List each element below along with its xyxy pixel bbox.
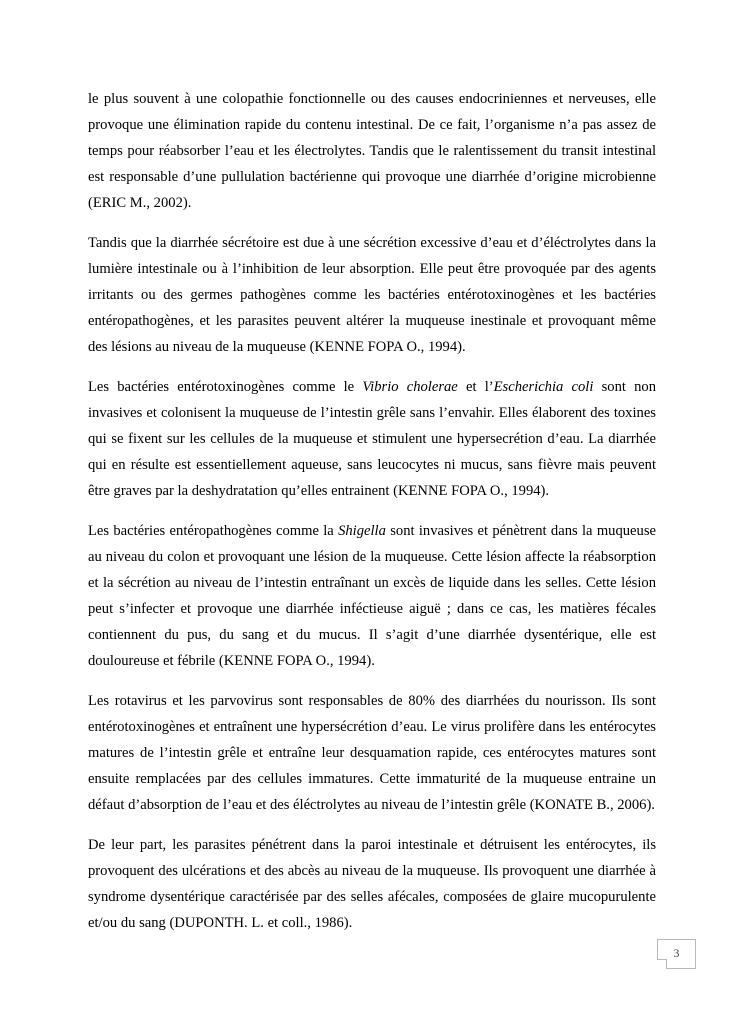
paragraph-1 (88, 86, 656, 216)
paragraph-3 (88, 374, 656, 504)
paragraph-5 (88, 688, 656, 818)
paragraph-1-text: le plus souvent à une colopathie fonctionnelle ou des causes endocriniennes et nerveuses, elle provoque une élimination rapide du contenu intestinal. De ce fait, l’organisme n’a pas assez de temps pour réabsorber l’eau et les électrolytes. Tandis que le ralentissement du transit intestinal est responsable d’une pullulation bactérienne qui provoque une diarrhée d’origine microbienne (ERIC M., 2002). (88, 91, 656, 211)
paragraph-3-text-part-2: et l’ (457, 379, 494, 395)
paragraph-4-text-part-2: sont invasives et pénètrent dans la muqueuse au niveau du colon et provoquant une lésion de la muqueuse. Cette lésion affecte la réabsorption et la sécrétion au niveau de l’intestin entraînant un excès de liquide dans les selles. Cette lésion peut s’infecter et provoque une diarrhée inféctieuse aiguë ; dans ce cas, les matières fécales contiennent du pus, du sang et du mucus. Il s’agit d’une diarrhée dysentérique, elle est douloureuse et fébrile (KENNE FOPA O., 1994). (88, 523, 656, 669)
paragraph-6 (88, 832, 656, 936)
paragraph-3-text-part-3: sont non invasives et colonisent la muqueuse de l’intestin grêle sans l’envahir. Elles élaborent des toxines qui se fixent sur les cellules de la muqueuse et stimulent une hypersecrétion d’eau. La diarrhée qui en résulte est essentiellement aqueuse, sans leucocytes ni mucus, sans fièvre mais peuvent être graves par la deshydratation qu’elles entrainent (KENNE FOPA O., 1994). (88, 379, 656, 499)
paragraph-6-text: De leur part, les parasites pénétrent dans la paroi intestinale et détruisent les entérocytes, ils provoquent des ulcérations et des abcès au niveau de la muqueuse. Ils provoquent une diarrhée à syndrome dysentérique caractérisée par des selles afécales, composées de glaire mucopurulente et/ou du sang (DUPONTH. L. et coll., 1986). (88, 837, 656, 931)
paragraph-3-text-part-1: Les bactéries entérotoxinogènes comme le (88, 379, 363, 395)
page-number-box (657, 939, 696, 969)
page-number: 3 (673, 948, 680, 960)
paragraph-4 (88, 518, 656, 674)
species-name-shigella: Shigella (338, 523, 386, 539)
paragraph-5-text: Les rotavirus et les parvovirus sont responsables de 80% des diarrhées du nourisson. Ils sont entérotoxinogènes et entraînent une hypersécrétion d’eau. Le virus prolifère dans les entérocytes matures de l’intestin grêle et entraîne leur desquamation rapide, ces entérocytes matures sont ensuite remplacées par des cellules immatures. Cette immaturité de la muqueuse entraine un défaut d’absorption de l’eau et des éléctrolytes au niveau de l’intestin grêle (KONATE B., 2006). (88, 693, 656, 813)
paragraph-2 (88, 230, 656, 360)
paragraph-4-text-part-1: Les bactéries entéropathogènes comme la (88, 523, 339, 539)
species-name-escherichia-coli: Escherichia coli (493, 379, 594, 395)
paragraph-2-text: Tandis que la diarrhée sécrétoire est due à une sécrétion excessive d’eau et d’éléctrolytes dans la lumière intestinale ou à l’inhibition de leur absorption. Elle peut être provoquée par des agents irritants ou des germes pathogènes comme les bactéries entérotoxinogènes et les bactéries entéropathogènes, et les parasites peuvent altérer la muqueuse inestinale et provoquant même des lésions au niveau de la muqueuse (KENNE FOPA O., 1994). (88, 235, 656, 355)
page-text-body (88, 86, 656, 936)
species-name-vibrio-cholerae: Vibrio cholerae (362, 379, 458, 395)
